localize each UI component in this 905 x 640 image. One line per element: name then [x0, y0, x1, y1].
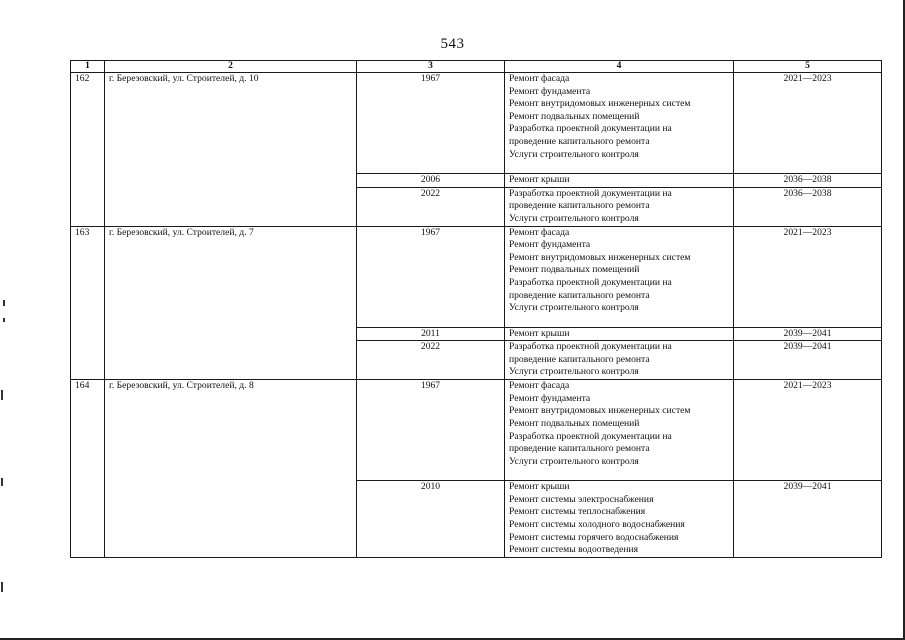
construction-year: 2011	[357, 327, 505, 341]
works-list	[505, 327, 734, 341]
entry-number: 163	[71, 226, 105, 380]
works-list	[505, 187, 734, 226]
work-item: Ремонт фундамента	[509, 85, 591, 97]
work-item: Услуги строительного контроля	[509, 366, 639, 378]
construction-year: 2022	[357, 341, 505, 380]
entry-address: г. Березовский, ул. Строителей, д. 8	[105, 380, 357, 558]
work-item: Ремонт внутридомовых инженерных систем	[509, 98, 691, 110]
work-item: Ремонт системы электроснабжения	[509, 493, 654, 505]
repair-period: 2021—2023	[734, 73, 882, 174]
work-item: Ремонт фасада	[509, 73, 570, 84]
table-row	[71, 380, 882, 481]
repair-period: 2021—2023	[734, 380, 882, 481]
work-item: Ремонт системы горячего водоснабжения	[509, 531, 679, 543]
work-item: Ремонт подвальных помещений	[509, 417, 640, 429]
works-list	[505, 226, 734, 327]
entry-number: 162	[71, 73, 105, 227]
work-item: Ремонт крыши	[509, 481, 570, 493]
construction-year: 1967	[357, 380, 505, 481]
work-item: проведение капитального ремонта	[509, 200, 650, 212]
work-item: проведение капитального ремонта	[509, 443, 650, 455]
scan-margin-mark	[1, 390, 3, 400]
work-item: Ремонт подвальных помещений	[509, 110, 640, 122]
work-item: Ремонт системы холодного водоснабжения	[509, 518, 685, 530]
scan-margin-mark	[1, 478, 3, 486]
work-item: Ремонт фундамента	[509, 239, 591, 251]
work-item: Разработка проектной документации на	[509, 276, 672, 288]
column-header-2: 2	[105, 61, 357, 73]
work-item: Разработка проектной документации на	[509, 341, 672, 353]
work-item: Разработка проектной документации на	[509, 123, 672, 135]
scan-margin-mark	[1, 582, 3, 592]
capital-repair-table	[70, 60, 882, 558]
entry-number: 164	[71, 380, 105, 558]
work-item: Ремонт системы теплоснабжения	[509, 506, 646, 518]
repair-period: 2021—2023	[734, 226, 882, 327]
scan-margin-mark	[3, 300, 5, 306]
construction-year: 2006	[357, 174, 505, 188]
repair-period: 2036—2038	[734, 187, 882, 226]
column-header-3: 3	[357, 61, 505, 73]
scan-margin-mark	[3, 318, 5, 322]
work-item: Ремонт внутридомовых инженерных систем	[509, 405, 691, 417]
construction-year: 2010	[357, 481, 505, 558]
works-list	[505, 380, 734, 481]
work-item: Ремонт внутридомовых инженерных систем	[509, 251, 691, 263]
works-list	[505, 341, 734, 380]
column-header-4: 4	[505, 61, 734, 73]
repair-period: 2039—2041	[734, 341, 882, 380]
repair-period: 2036—2038	[734, 174, 882, 188]
entry-address: г. Березовский, ул. Строителей, д. 10	[105, 73, 357, 227]
table-row	[71, 226, 882, 327]
work-item: Ремонт крыши	[509, 174, 570, 185]
construction-year: 2022	[357, 187, 505, 226]
work-item: Услуги строительного контроля	[509, 455, 639, 467]
header-row	[71, 61, 882, 73]
entry-address: г. Березовский, ул. Строителей, д. 7	[105, 226, 357, 380]
column-header-5: 5	[734, 61, 882, 73]
work-item: Услуги строительного контроля	[509, 148, 639, 160]
work-item: Ремонт фасада	[509, 380, 570, 392]
table-row	[71, 73, 882, 174]
work-item: Ремонт фасада	[509, 226, 570, 238]
works-list	[505, 481, 734, 558]
work-item: Ремонт крыши	[509, 327, 570, 339]
works-list	[505, 73, 734, 174]
repair-period: 2039—2041	[734, 481, 882, 558]
work-item: Разработка проектной документации на	[509, 187, 672, 199]
work-item: Услуги строительного контроля	[509, 212, 639, 224]
page-number: 543	[440, 36, 465, 52]
work-item: Услуги строительного контроля	[509, 302, 639, 314]
work-item: проведение капитального ремонта	[509, 289, 650, 301]
work-item: проведение капитального ремонта	[509, 353, 650, 365]
construction-year: 1967	[357, 226, 505, 327]
repair-period: 2039—2041	[734, 327, 882, 341]
work-item: Ремонт фундамента	[509, 392, 591, 404]
work-item: Ремонт системы водоотведения	[509, 544, 639, 556]
column-header-1: 1	[71, 61, 105, 73]
work-item: Разработка проектной документации на	[509, 430, 672, 442]
work-item: Ремонт подвальных помещений	[509, 264, 640, 276]
construction-year: 1967	[357, 73, 505, 174]
work-item: проведение капитального ремонта	[509, 135, 650, 147]
works-list	[505, 174, 734, 188]
